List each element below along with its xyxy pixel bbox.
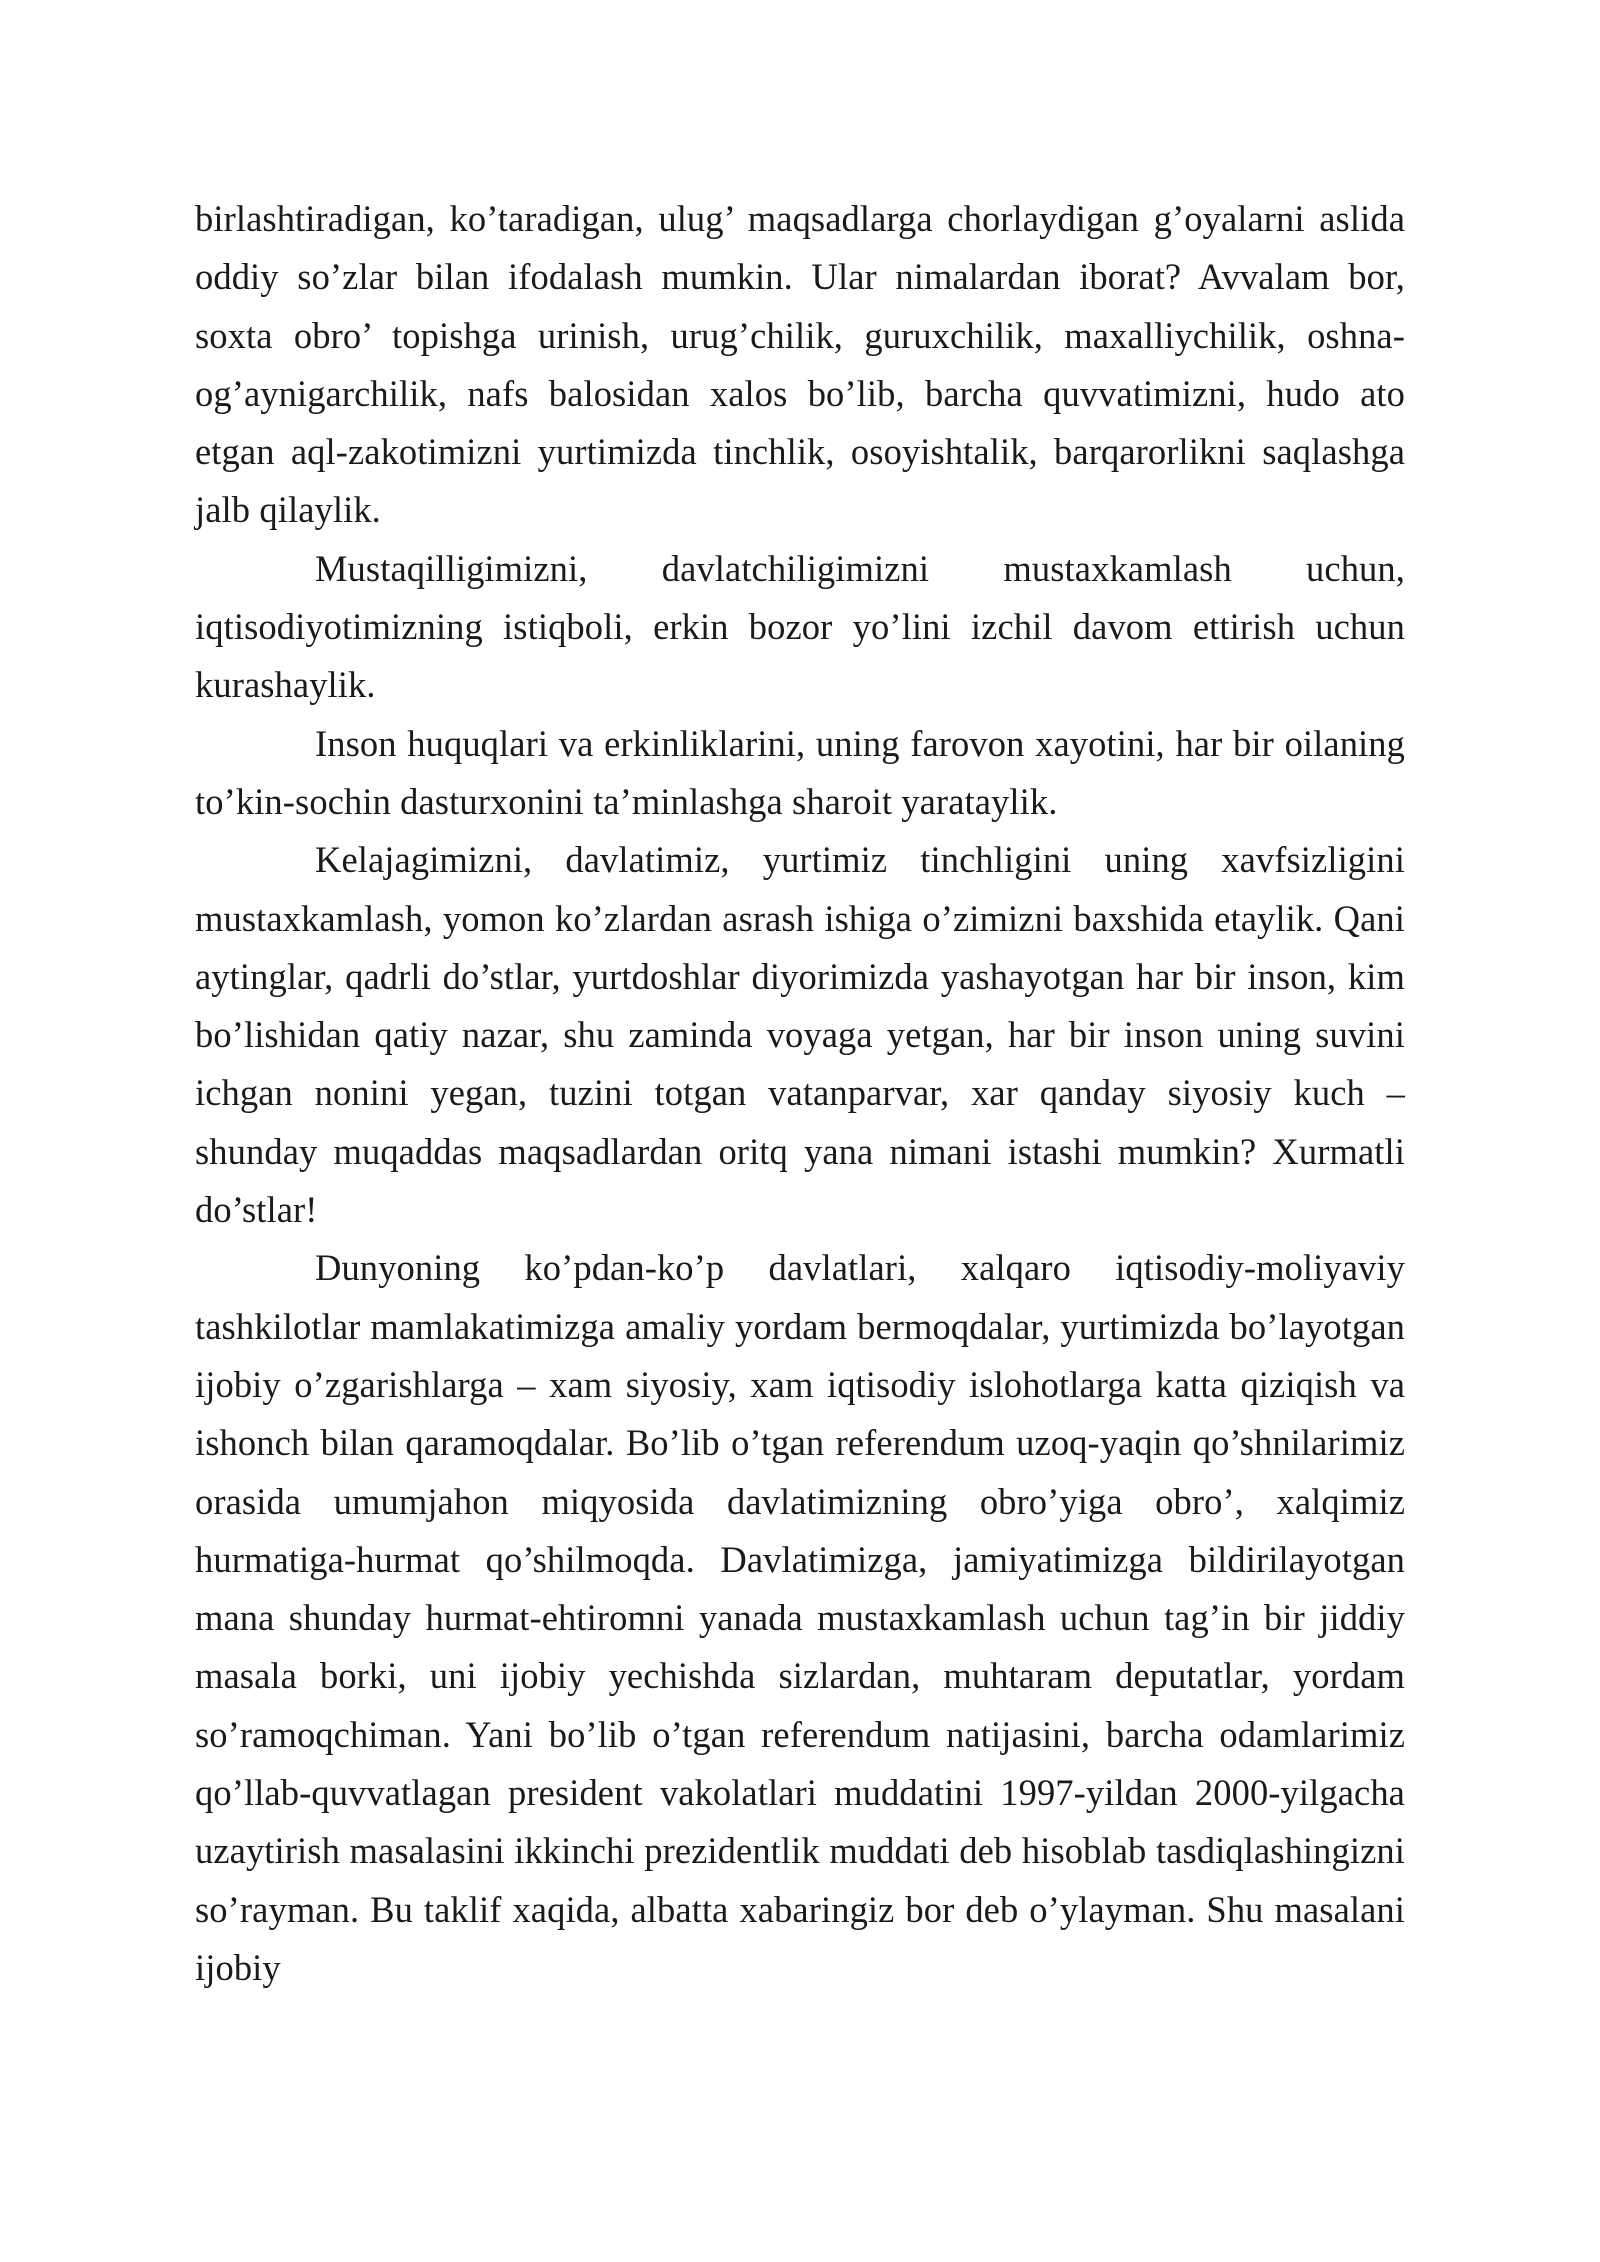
paragraph-4: Kelajagimizni, davlatimiz, yurtimiz tinchligini uning xavfsizligini mustaxkamlash, yomon ko’zlardan asrash ishiga o’zimizni baxshida etaylik. Qani aytinglar, qadrli do’stlar, yurtdoshlar diyorimizda yashayotgan har bir inson, kim bo’lishidan qatiy nazar, shu zaminda voyaga yetgan, har bir inson uning suvini ichgan nonini yegan, tuzini totgan vatanparvar, xar qanday siyosiy kuch – shunday muqaddas maqsadlardan oritq yana nimani istashi mumkin? Xurmatli do’stlar! — [195, 839, 1405, 1231]
paragraph-3: Inson huquqlari va erkinliklarini, uning farovon xayotini, har bir oilaning to’kin-sochin dasturxonini ta’minlashga sharoit yarataylik. — [195, 722, 1405, 822]
paragraph-5: Dunyoning ko’pdan-ko’p davlatlari, xalqaro iqtisodiy-moliyaviy tashkilotlar mamlakatimizga amaliy yordam bermoqdalar, yurtimizda bo’layotgan ijobiy o’zgarishlarga – xam siyosiy, xam iqtisodiy islohotlarga katta qiziqish va ishonch bilan qaramoqdalar. Bo’lib o’tgan referendum uzoq-yaqin qo’shnilarimiz orasida umumjahon miqyosida davlatimizning obro’yiga obro’, xalqimiz hurmatiga-hurmat qo’shilmoqda. Davlatimizga, jamiyatimizga bildirilayotgan mana shunday hurmat-ehtiromni yanada mustaxkamlash uchun tag’in bir jiddiy masala borki, uni ijobiy yechishda sizlardan, muhtaram deputatlar, yordam so’ramoqchiman. Yani bo’lib o’tgan referendum natijasini, barcha odamlarimiz qo’llab-quvvatlagan president vakolatlari muddatini 1997-yildan 2000-yilgacha uzaytirish masalasini ikkinchi prezidentlik muddati deb hisoblab tasdiqlashingizni so’rayman. Bu taklif xaqida, albatta xabaringiz bor deb o’ylayman. Shu masalani ijobiy — [195, 1247, 1405, 1988]
paragraph-2: Mustaqilligimizni, davlatchiligimizni mustaxkamlash uchun, iqtisodiyotimizning istiqboli, erkin bozor yo’lini izchil davom ettirish uchun kurashaylik. — [195, 547, 1405, 706]
document-body — [195, 190, 1405, 1997]
paragraph-1: birlashtiradigan, ko’taradigan, ulug’ maqsadlarga chorlaydigan g’oyalarni aslida oddiy so’zlar bilan ifodalash mumkin. Ular nimalardan iborat? Avvalam bor, soxta obro’ topishga urinish, urug’chilik, guruxchilik, maxalliychilik, oshna-og’aynigarchilik, nafs balosidan xalos bo’lib, barcha quvvatimizni, hudo ato etgan aql-zakotimizni yurtimizda tinchlik, osoyishtalik, barqarorlikni saqlashga jalb qilaylik. — [195, 198, 1405, 531]
